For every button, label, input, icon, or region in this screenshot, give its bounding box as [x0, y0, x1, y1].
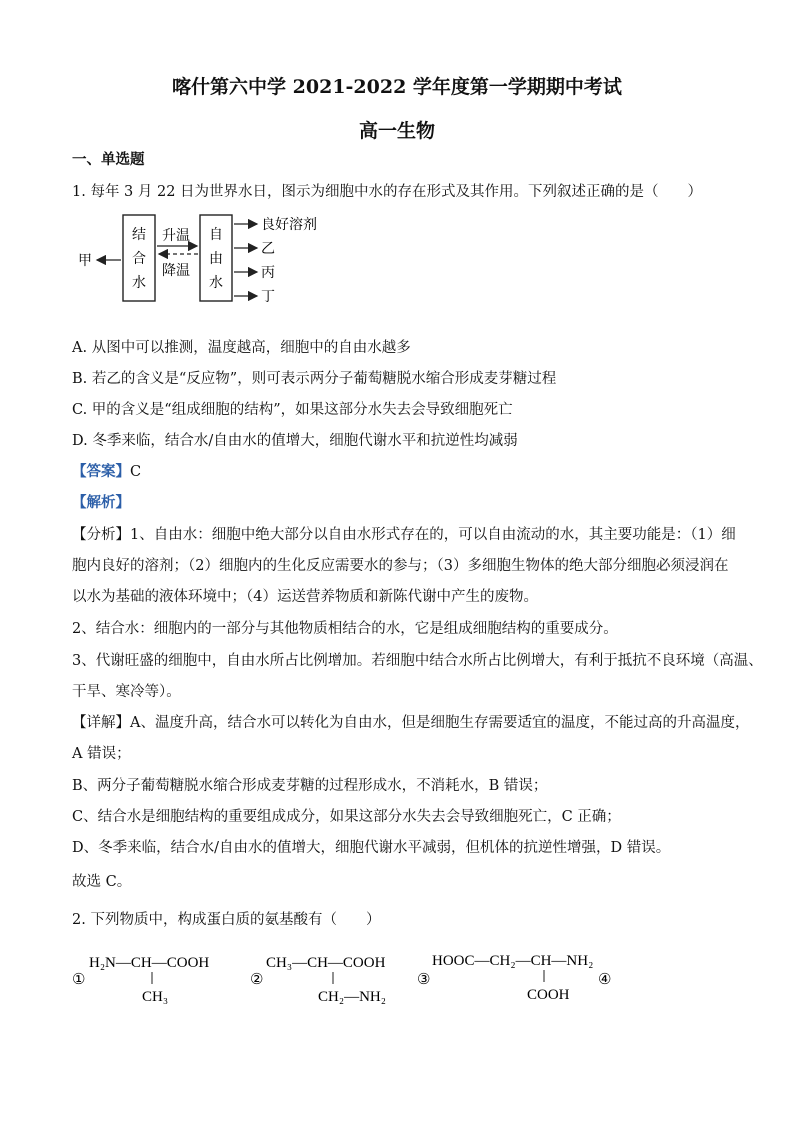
- q1-analysis-tag: [72, 493, 130, 513]
- analysis-line: 3、代谢旺盛的细胞中，自由水所占比例增加。若细胞中结合水所占比例增大，有利于抵抗不良环境（高温、: [72, 653, 763, 669]
- analysis-line: C、结合水是细胞结构的重要组成成分，如果这部分水失去会导致细胞死亡，C 正确；: [72, 809, 621, 825]
- section-heading: 一、单选题: [72, 151, 145, 168]
- output-label-3: 丙: [261, 265, 275, 281]
- marker-3: ③: [417, 972, 431, 988]
- analysis-line: 2、结合水：细胞内的一部分与其他物质相结合的水，它是组成细胞结构的重要成分。: [72, 621, 618, 637]
- analysis-line: 干旱、寒冷等）。: [72, 684, 181, 700]
- analysis-line: 【分析】1、自由水：细胞中绝大部分以自由水形式存在的，可以自由流动的水，其主要功能是：（1）细: [72, 527, 736, 543]
- formula-1-side: CH₃: [142, 989, 169, 1005]
- q1-option-c: C. 甲的含义是“组成细胞的结构”，如果这部分水失去会导致细胞死亡: [72, 402, 513, 418]
- analysis-line: 【详解】A、温度升高，结合水可以转化为自由水，但是细胞生存需要适宜的温度，不能过高的升高温度，: [72, 715, 750, 731]
- analysis-line: B、两分子葡萄糖脱水缩合形成麦芽糖的过程形成水，不消耗水，B 错误；: [72, 778, 548, 794]
- free-water-char-1: 自: [209, 227, 223, 243]
- formula-3-side: COOH: [527, 987, 570, 1003]
- amino-acid-formulas: [72, 946, 672, 1010]
- output-label-2: 乙: [261, 241, 275, 257]
- exam-title: 喀什第六中学 2021-2022 学年度第一学期期中考试: [172, 76, 622, 98]
- marker-4: ④: [598, 972, 612, 988]
- free-water-char-3: 水: [209, 275, 223, 291]
- analysis-line: A 错误；: [72, 746, 131, 762]
- analysis-tag: 【解析】: [72, 494, 130, 511]
- answer-tag: 【答案】: [72, 463, 130, 480]
- analysis-line: 以水为基础的液体环境中；（4）运送营养物质和新陈代谢中产生的废物。: [72, 589, 538, 605]
- cool-down-label: 降温: [162, 263, 190, 279]
- answer-value: C: [130, 464, 142, 480]
- q1-option-d: D. 冬季来临，结合水/自由水的值增大，细胞代谢水平和抗逆性均减弱: [72, 433, 518, 449]
- water-diagram-svg: [75, 210, 335, 316]
- free-water-char-2: 由: [209, 251, 223, 267]
- output-label-1: 良好溶剂: [261, 217, 317, 233]
- bound-water-char-2: 合: [132, 251, 146, 267]
- heat-up-label: 升温: [162, 228, 190, 244]
- formula-1-main: H₂N—CH—COOH: [89, 955, 210, 971]
- formula-2-side: CH₂—NH₂: [318, 989, 386, 1005]
- bound-water-char-1: 结: [132, 227, 146, 243]
- analysis-line: 故选 C。: [72, 874, 132, 890]
- q1-answer: [72, 462, 141, 482]
- formula-2-main: CH₃—CH—COOH: [266, 955, 386, 971]
- q1-option-a: A. 从图中可以推测，温度越高，细胞中的自由水越多: [72, 340, 411, 356]
- bound-water-char-3: 水: [132, 275, 146, 291]
- marker-1: ①: [72, 972, 86, 988]
- question-2-stem: 2. 下列物质中，构成蛋白质的氨基酸有（ ）: [72, 912, 381, 928]
- exam-subtitle: 高一生物: [358, 120, 435, 142]
- analysis-line: D、冬季来临，结合水/自由水的值增大，细胞代谢水平减弱，但机体的抗逆性增强，D 错误。: [72, 840, 671, 856]
- question-1-stem: 1. 每年 3 月 22 日为世界水日，图示为细胞中水的存在形式及其作用。下列叙述正确的是（ ）: [72, 184, 703, 200]
- analysis-line: 胞内良好的溶剂；（2）细胞内的生化反应需要水的参与；（3）多细胞生物体的绝大部分细胞必须浸润在: [72, 558, 729, 574]
- q1-option-b: B. 若乙的含义是“反应物”，则可表示两分子葡萄糖脱水缩合形成麦芽糖过程: [72, 371, 557, 387]
- formulas-svg: [72, 946, 672, 1010]
- formula-3-main: HOOC—CH₂—CH—NH₂: [432, 953, 594, 969]
- water-diagram: [75, 210, 335, 316]
- output-label-4: 丁: [261, 289, 275, 305]
- marker-2: ②: [250, 972, 264, 988]
- jia-label: 甲: [78, 253, 92, 269]
